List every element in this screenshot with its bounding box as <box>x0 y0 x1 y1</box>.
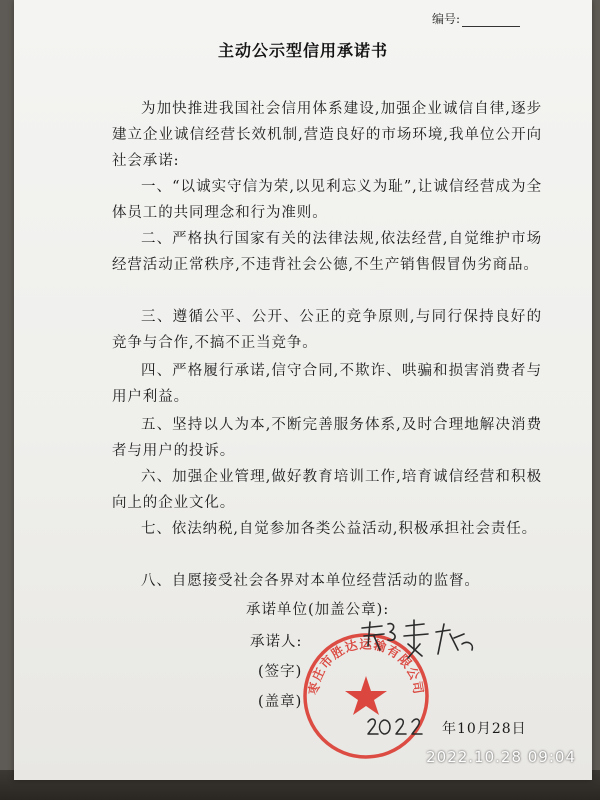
document-number-label: 编号: <box>432 12 461 26</box>
promiser-label: 承诺人: <box>250 634 303 650</box>
photo-timestamp: 2022.10.28 09:04 <box>426 748 576 766</box>
handwritten-date <box>364 714 444 738</box>
paragraph-intro: 为加快推进我国社会信用体系建设,加强企业诚信自律,逐步建立企业诚信经营长效机制,营造良好的市场环境,我单位公开向社会承诺: <box>112 101 542 169</box>
paragraph-item-6: 六、加强企业管理,做好教育培训工作,培育诚信经营和积极向上的企业文化。 <box>112 469 542 511</box>
document-number <box>432 10 520 27</box>
seal-lettering: 枣庄市胜达运输有限公司 <box>305 636 427 696</box>
date-suffix: 年10月28日 <box>442 721 527 737</box>
document-page <box>14 0 592 780</box>
promising-unit-label: 承诺单位(加盖公章): <box>246 602 390 618</box>
page-title: 主动公示型信用承诺书 <box>217 41 388 60</box>
seal-label: (盖章) <box>258 694 303 710</box>
paragraph-item-7: 七、依法纳税,自觉参加各类公益活动,积极承担社会责任。 <box>141 521 538 537</box>
paragraph-item-5: 五、坚持以人为本,不断完善服务体系,及时合理地解决消费者与用户的投诉。 <box>112 417 542 459</box>
sign-label: (签字) <box>258 664 303 680</box>
paragraph-item-1: 一、“以诚实守信为荣,以见利忘义为耻”,让诚信经营成为全体员工的共同理念和行为准则。 <box>112 179 542 221</box>
paragraph-item-8: 八、自愿接受社会各界对本单位经营活动的监督。 <box>141 573 480 589</box>
paragraph-item-4: 四、严格履行承诺,信守合同,不欺诈、哄骗和损害消费者与用户利益。 <box>112 363 542 405</box>
paragraph-item-2: 二、严格执行国家有关的法律法规,依法经营,自觉维护市场经营活动正常秩序,不违背社会公德,不生产销售假冒伪劣商品。 <box>112 231 542 273</box>
paragraph-item-3: 三、遵循公平、公开、公正的竞争原则,与同行保持良好的竞争与合作,不搞不正当竞争。 <box>112 309 542 351</box>
document-number-blank <box>462 14 520 27</box>
handwritten-signature <box>354 614 494 670</box>
